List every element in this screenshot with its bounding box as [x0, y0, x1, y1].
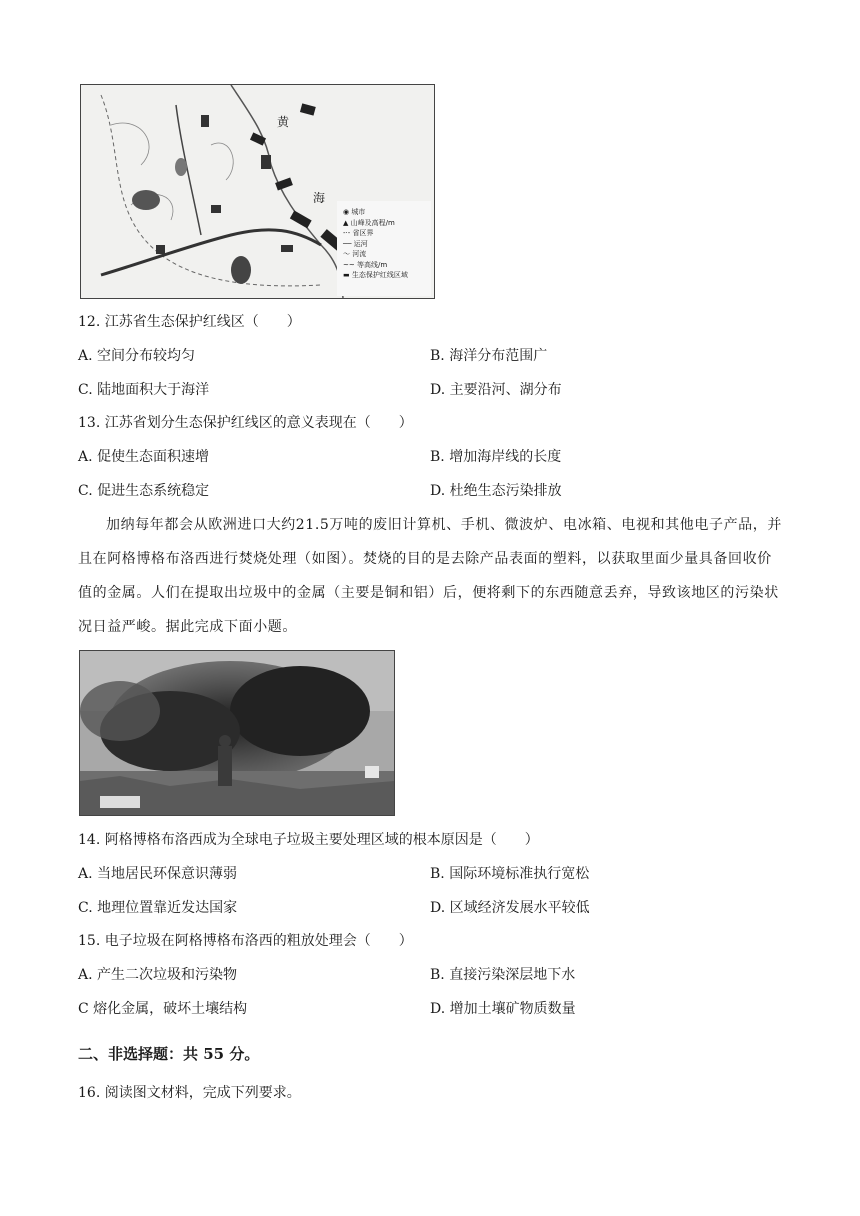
- section-heading: 二、非选择题：共 55 分。: [78, 1045, 260, 1063]
- reading-passage: 加纳每年都会从欧洲进口大约21.5万吨的废旧计算机、手机、微波炉、电冰箱、电视和其他电子产品，并且在阿格博格布洛西进行焚烧处理（如图）。焚烧的目的是去除产品表面的塑料，以获取里面少量具备回收价值的金属。人们在提取出垃圾中的金属（主要是铜和铝）后，便将剩下的东西随意丢弃，导致该地区的污染状况日益严峻。据此完成下面小题。: [78, 517, 782, 635]
- question-12-option-d: D. 主要沿河、湖分布: [430, 382, 562, 398]
- legend-item: -·- 省区界: [343, 229, 374, 237]
- legend-item: ── 运河: [343, 239, 368, 248]
- legend-item: ◉ 城市: [343, 208, 366, 216]
- photo-drawing: [80, 651, 394, 815]
- legend-item: ～ 河流: [343, 250, 367, 258]
- contour-symbol-icon: ~~: [343, 260, 357, 269]
- map-sea-label-1: 黄: [277, 115, 290, 129]
- city-symbol-icon: ◉: [343, 208, 352, 216]
- boundary-symbol-icon: -·-: [343, 229, 353, 237]
- e-waste-burning-photo: [79, 650, 395, 816]
- legend-item: ~~ 等高线/m: [343, 260, 388, 269]
- question-13-option-b: B. 增加海岸线的长度: [430, 449, 562, 465]
- question-14-option-c: C. 地理位置靠近发达国家: [78, 900, 238, 916]
- question-14-option-a: A. 当地居民环保意识薄弱: [78, 866, 238, 882]
- question-16-stem: 16. 阅读图文材料，完成下列要求。: [78, 1085, 301, 1101]
- river-symbol-icon: ～: [343, 250, 353, 258]
- question-15-stem: 15. 电子垃圾在阿格博格布洛西的粗放处理会（ ）: [78, 933, 413, 949]
- question-12-option-b: B. 海洋分布范围广: [430, 348, 548, 364]
- question-15-option-c: C 熔化金属，破坏土壤结构: [78, 1001, 248, 1017]
- peak-symbol-icon: ▲: [343, 218, 351, 227]
- jiangsu-ecological-redline-map: [80, 84, 435, 299]
- question-15-option-b: B. 直接污染深层地下水: [430, 967, 576, 983]
- question-13-option-c: C. 促进生态系统稳定: [78, 483, 210, 499]
- question-15-option-a: A. 产生二次垃圾和污染物: [78, 967, 238, 983]
- question-12-stem: 12. 江苏省生态保护红线区（ ）: [78, 314, 301, 330]
- question-12-option-c: C. 陆地面积大于海洋: [78, 382, 210, 398]
- canal-symbol-icon: ──: [343, 239, 354, 248]
- question-14-option-d: D. 区域经济发展水平较低: [430, 900, 590, 916]
- question-13-option-a: A. 促使生态面积速增: [78, 449, 210, 465]
- question-14-stem: 14. 阿格博格布洛西成为全球电子垃圾主要处理区域的根本原因是（ ）: [78, 832, 539, 848]
- map-sea-label-2: 海: [313, 191, 326, 205]
- legend-item: ▬ 生态保护红线区域: [343, 271, 408, 279]
- map-legend: [343, 207, 408, 281]
- question-12-option-a: A. 空间分布较均匀: [78, 348, 196, 364]
- question-13-stem: 13. 江苏省划分生态保护红线区的意义表现在（ ）: [78, 415, 413, 431]
- legend-item: ▲ 山峰及高程/m: [343, 218, 395, 227]
- question-15-option-d: D. 增加土壤矿物质数量: [430, 1001, 576, 1017]
- redline-zone-symbol-icon: ▬: [343, 271, 352, 279]
- question-13-option-d: D. 杜绝生态污染排放: [430, 483, 562, 499]
- question-14-option-b: B. 国际环境标准执行宽松: [430, 866, 590, 882]
